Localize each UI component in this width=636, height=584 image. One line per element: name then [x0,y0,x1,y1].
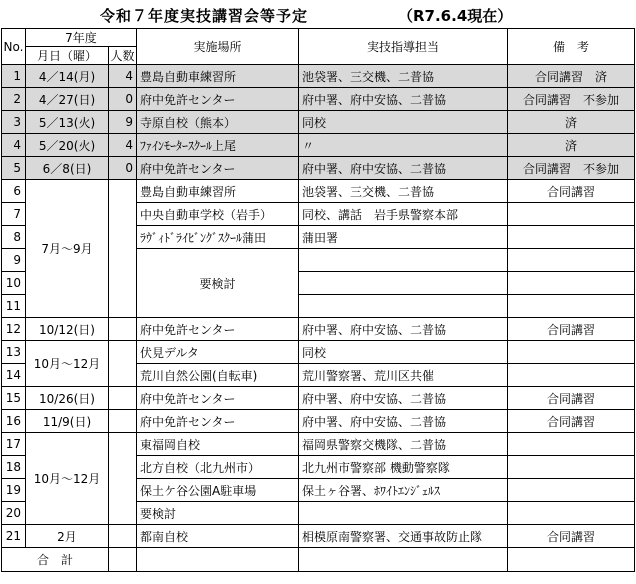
row-notes [508,433,635,456]
table-row [2,65,635,88]
row-count: 9 [109,111,137,134]
as-of-date: （R7.6.4現在） [398,7,513,25]
table-row [2,157,635,180]
row-no: 11 [2,295,26,318]
row-instructor: 池袋署、三交機、二普協 [299,65,508,88]
row-place: ﾗｳﾞｨﾄﾞﾗｲﾋﾞﾝｸﾞｽｸｰﾙ蒲田 [137,226,299,249]
row-notes [508,249,635,272]
row-notes: 合同講習 [508,318,635,341]
row-notes [508,295,635,318]
row-instructor [299,272,508,295]
row-date: 10/26(日) [26,387,109,410]
row-no: 1 [2,65,26,88]
row-no: 17 [2,433,26,456]
row-no: 3 [2,111,26,134]
row-notes: 合同講習 済 [508,65,635,88]
count-empty [109,433,137,525]
row-no: 6 [2,180,26,203]
row-instructor: 〃 [299,134,508,157]
row-notes: 合同講習 [508,525,635,548]
table-row [2,318,635,341]
row-instructor [299,502,508,525]
table-row [2,134,635,157]
table-row [2,525,635,548]
row-place: 府中免許センター [137,88,299,111]
row-instructor: 同校 [299,341,508,364]
row-place: 北方自校（北九州市） [137,456,299,479]
header-instructor: 実技指導担当 [299,29,508,65]
row-place: 府中免許センター [137,387,299,410]
row-place: 伏見デルタ [137,341,299,364]
row-place: 東福岡自校 [137,433,299,456]
row-no: 9 [2,249,26,272]
row-instructor: 相模原南警察署、交通事故防止隊 [299,525,508,548]
row-instructor: 保土ヶ谷署、ﾎﾜｲﾄｴﾝｼﾞｪﾙｽ [299,479,508,502]
table-row [2,111,635,134]
row-date: 6／8(日) [26,157,109,180]
total-instructor [299,548,508,572]
total-label: 合 計 [2,548,109,572]
row-no: 2 [2,88,26,111]
row-instructor: 荒川警察署、荒川区共催 [299,364,508,387]
row-notes [508,364,635,387]
row-notes: 済 [508,134,635,157]
count-empty [109,180,137,318]
title-bar [0,0,636,28]
row-date: 4／14(月) [26,65,109,88]
row-place: 寺原自校（熊本） [137,111,299,134]
header-count: 人数 [109,47,137,65]
table-row [2,341,635,364]
row-date: 2月 [26,525,109,548]
row-instructor: 池袋署、三交機、二普協 [299,180,508,203]
row-place: 荒川自然公園(自転車) [137,364,299,387]
row-notes [508,502,635,525]
row-place: 府中免許センター [137,410,299,433]
row-notes: 合同講習 [508,387,635,410]
row-place: ﾌｧｲﾝﾓｰﾀｰｽｸｰﾙ上尾 [137,134,299,157]
row-date: 10/12(日) [26,318,109,341]
row-notes: 合同講習 不参加 [508,157,635,180]
row-instructor: 同校、講話 岩手県警察本部 [299,203,508,226]
row-count: 4 [109,134,137,157]
row-instructor: 府中署、府中安協、二普協 [299,88,508,111]
row-place: 豊島自動車練習所 [137,180,299,203]
row-notes [508,226,635,249]
row-notes: 済 [508,111,635,134]
header-date: 月日（曜） [26,47,109,65]
row-place: 豊島自動車練習所 [137,65,299,88]
row-no: 19 [2,479,26,502]
row-place: 府中免許センター [137,318,299,341]
row-no: 15 [2,387,26,410]
total-row [2,548,635,572]
table-row [2,410,635,433]
count-empty [109,341,137,387]
schedule-table [1,28,635,572]
page-title: 令和７年度実技講習会等予定 [100,7,309,25]
row-no: 21 [2,525,26,548]
row-date: 5／13(火) [26,111,109,134]
row-no: 14 [2,364,26,387]
row-no: 20 [2,502,26,525]
table-row [2,88,635,111]
row-instructor: 府中署、府中安協、二普協 [299,318,508,341]
row-place: 要検討 [137,502,299,525]
table-row [2,180,635,203]
row-instructor: 府中署、府中安協、二普協 [299,157,508,180]
row-no: 13 [2,341,26,364]
row-notes: 合同講習 [508,180,635,203]
row-count [109,318,137,341]
header-place: 実施場所 [137,29,299,65]
row-count: 0 [109,88,137,111]
row-instructor [299,249,508,272]
header-fiscal-year: 7年度 [26,29,137,47]
row-place: 中央自動車学校（岩手） [137,203,299,226]
row-place: 都南自校 [137,525,299,548]
row-instructor: 蒲田署 [299,226,508,249]
row-no: 5 [2,157,26,180]
row-instructor: 府中署、府中安協、二普協 [299,387,508,410]
row-count: 4 [109,65,137,88]
total-count [109,548,137,572]
row-instructor: 府中署、府中安協、二普協 [299,410,508,433]
row-instructor: 福岡県警察交機隊、二普協 [299,433,508,456]
period-oct-dec-a: 10月～12月 [26,341,109,387]
row-notes: 合同講習 [508,410,635,433]
row-count: 0 [109,157,137,180]
total-place [137,548,299,572]
row-notes [508,479,635,502]
row-instructor [299,295,508,318]
row-instructor: 北九州市警察部 機動警察隊 [299,456,508,479]
place-review: 要検討 [137,249,299,318]
row-no: 12 [2,318,26,341]
row-no: 16 [2,410,26,433]
header-notes: 備 考 [508,29,635,65]
total-notes [508,548,635,572]
row-notes: 合同講習 不参加 [508,88,635,111]
row-no: 4 [2,134,26,157]
row-date: 11/9(日) [26,410,109,433]
row-no: 7 [2,203,26,226]
row-notes [508,203,635,226]
row-notes [508,272,635,295]
table-row [2,433,635,456]
period-jul-sep: 7月～9月 [26,180,109,318]
period-oct-dec-b: 10月～12月 [26,433,109,525]
row-count [109,525,137,548]
row-count [109,410,137,433]
row-no: 8 [2,226,26,249]
row-place: 府中免許センター [137,157,299,180]
row-notes [508,456,635,479]
row-no: 18 [2,456,26,479]
row-no: 10 [2,272,26,295]
row-instructor: 同校 [299,111,508,134]
row-place: 保土ケ谷公園A駐車場 [137,479,299,502]
row-date: 4／27(日) [26,88,109,111]
row-count [109,387,137,410]
row-notes [508,341,635,364]
row-date: 5／20(火) [26,134,109,157]
table-row [2,387,635,410]
header-no: No. [2,29,26,65]
